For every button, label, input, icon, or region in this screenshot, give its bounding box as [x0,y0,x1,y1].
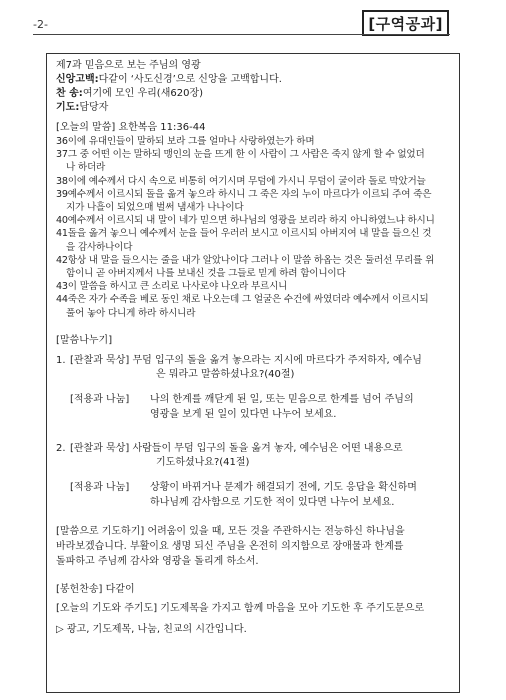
question-text [70,442,454,470]
meta-row [56,101,454,115]
verse-line: 38이에 예수께서 다시 속으로 비통히 여기시며 무덤에 가시니 무덤이 굴이라 돌로 막았거늘 [56,175,426,187]
verse-item [56,188,454,214]
apply-text [150,392,454,422]
question-number: 1. [56,354,66,366]
question-item [56,354,454,382]
apply-line: 나의 한계를 깨닫게 된 일, 또는 믿음으로 한계를 넘어 주님의 [150,393,414,405]
verse-item [56,254,454,280]
apply-line: 하나님께 감사함으로 기도한 적이 있다면 나누어 보세요. [150,496,395,508]
section-title: [구역공과] [362,10,449,36]
apply-block [56,480,454,510]
verse-line: 나 하더라 [66,162,106,174]
lesson-title: 제7과 믿음으로 보는 주님의 영광 [56,60,201,71]
verse-item [56,148,454,174]
meta-value: 여기에 모인 우리(새620장) [82,88,203,99]
apply-block [56,392,454,422]
spacer [56,470,454,480]
question-list [56,348,454,510]
apply-label: [적용과 나눔] [70,481,130,493]
verse-line: 39예수께서 이르시되 돌을 옮겨 놓으라 하시니 그 죽은 자의 누이 마르다가 이르되 주여 죽은 [56,188,432,200]
prayer-line: 돌파하고 주님께 감사와 영광을 돌리게 하소서. [56,555,259,567]
page-number: -2- [33,18,48,31]
verse-line: 44죽은 자가 수족을 베로 동인 채로 나오는데 그 얼굴은 수건에 싸였더라 예수께서 이르시되 [56,294,429,306]
meta-value: 담당자 [79,102,109,113]
apply-label: [적용과 나눔] [70,393,130,405]
verse-item [56,280,454,293]
verse-line: 함이니 곧 아버지께서 나를 보내신 것을 그들로 믿게 하려 함이니이다 [66,268,346,280]
verse-line: 43이 말씀을 하시고 큰 소리로 나사로야 나오라 부르시니 [56,281,288,293]
header-divider [33,34,450,35]
prayer-line: [말씀으로 기도하기] 어려움이 있을 때, 모든 것을 주관하시는 전능하신 하나님을 [56,525,405,537]
meta-key: 찬 송: [56,88,83,99]
meta-row [56,87,454,101]
verse-line: 40예수께서 이르시되 내 말이 네가 믿으면 하나님의 영광을 보리라 하지 아니하였느냐 하시니 [56,215,435,227]
apply-text [150,480,454,510]
verse-line: 37그 중 어떤 이는 말하되 맹인의 눈을 뜨게 한 이 사람이 그 사람은 죽지 않게 할 수 없었더 [56,149,425,161]
apply-line: 상황이 바뀌거나 문제가 해결되기 전에, 기도 응답을 확신하며 [150,481,417,493]
spacer [56,422,454,436]
verse-list [56,135,454,320]
prayer-line: 바라보겠습니다. 부활이요 생명 되신 주님을 온전히 의지함으로 장애물과 한계를 [56,540,404,552]
sharing-label: [말씀나누기] [56,334,113,346]
apply-line: 영광을 보게 된 일이 있다면 나누어 보세요. [150,408,337,420]
verse-line: 지가 나흘이 되었으매 벌써 냄새가 나나이다 [66,202,244,214]
announcement-line: ▷ 광고, 기도제목, 나눔, 친교의 시간입니다. [56,623,247,635]
meta-value: 다같이 ‘사도신경’으로 신앙을 고백합니다. [98,74,282,85]
question-line: [관찰과 묵상] 사람들이 무덤 입구의 돌을 옮겨 놓자, 예수님은 어떤 내용으로 [70,442,403,454]
closing-prayer-line: [오늘의 기도와 주기도] 기도제목을 가지고 함께 마음을 모아 기도한 후 주기도문으로 [56,602,425,614]
question-line: 기도하셨나요?(41절) [156,456,250,468]
meta-key: 신앙고백: [56,74,99,85]
prayer-paragraph [56,524,454,569]
verse-item [56,135,454,148]
question-line: 은 뭐라고 말씀하셨나요?(40절) [156,368,295,380]
meta-row [56,73,454,87]
verse-line: 36이에 유대인들이 말하되 보라 그를 얼마나 사랑하였는가 하며 [56,136,315,147]
lesson-content [56,59,454,637]
verse-line: 을 감사하나이다 [66,241,133,253]
verse-line: 42항상 내 말을 들으시는 줄을 내가 알았나이다 그러나 이 말씀 하옵는 것은 둘러선 무리를 위 [56,254,435,266]
verse-line: 풀어 놓아 다니게 하라 하시니라 [66,307,196,319]
question-text [70,354,454,382]
verse-line: 41돌을 옮겨 놓으니 예수께서 눈을 들어 우러러 보시고 이르시되 아버지여 내 말을 들으신 것 [56,228,432,240]
spacer [56,382,454,392]
verse-item [56,227,454,253]
lesson-meta [56,73,454,115]
offering-hymn: [봉헌찬송] 다같이 [56,583,135,595]
question-item [56,442,454,470]
question-line: [관찰과 묵상] 무덤 입구의 돌을 옮겨 놓으라는 지시에 마르다가 주저하자, 예수님 [70,354,422,366]
meta-key: 기도: [56,102,80,113]
today-word-label: [오늘의 말씀] 요한복음 11:36-44 [56,122,206,133]
verse-item [56,175,454,188]
verse-item [56,214,454,227]
verse-item [56,293,454,319]
question-number: 2. [56,442,66,454]
